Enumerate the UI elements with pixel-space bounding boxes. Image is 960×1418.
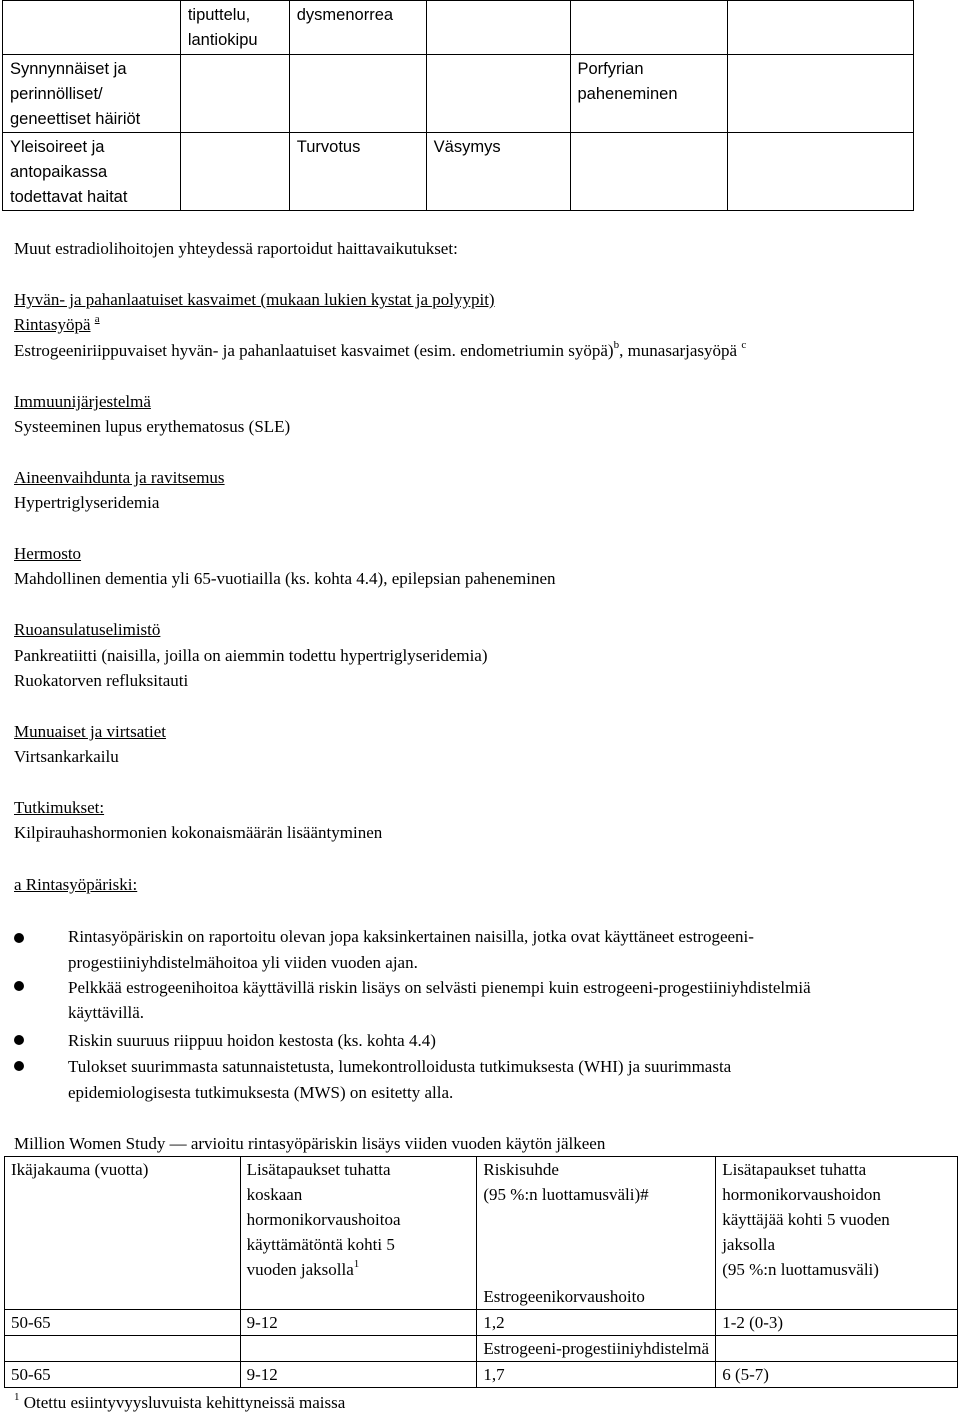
- section-heading: Aineenvaihdunta ja ravitsemus: [14, 468, 225, 487]
- table-cell: 6 (5-7): [716, 1362, 958, 1388]
- section-heading: Munuaiset ja virtsatiet: [14, 722, 167, 741]
- table-cell: 50-65: [5, 1310, 241, 1336]
- table-cell: [426, 1, 570, 55]
- bullet-text: epidemiologisesta tutkimuksesta (MWS) on esitetty alla.: [68, 1083, 454, 1102]
- list-item: Ruokatorven refluksitauti: [14, 671, 189, 690]
- table-cell: [180, 55, 289, 133]
- table-cell: [570, 1, 728, 55]
- bullet-icon: [14, 1061, 24, 1071]
- bullet-text: Pelkkää estrogeenihoitoa käyttävillä riskin lisäys on selvästi pienempi kuin estrogeeni-progestiiniyhdistelmiä: [68, 978, 811, 997]
- bullet-text: Riskin suuruus riippuu hoidon kestosta (ks. kohta 4.4): [68, 1031, 436, 1050]
- header-cell: [240, 1157, 477, 1310]
- section-heading: Immuunijärjestelmä: [14, 392, 151, 411]
- footnote-mark: b: [613, 339, 620, 351]
- table-cell: [716, 1336, 958, 1362]
- table-cell: [728, 133, 914, 211]
- bullet-icon: [14, 981, 24, 991]
- table-cell: [728, 1, 914, 55]
- bullet-text: progestiiniyhdistelmähoitoa yli viiden vuoden ajan.: [68, 953, 418, 972]
- section-heading: Tutkimukset:: [14, 798, 105, 817]
- table-cell: tiputtelu, lantiokipu: [180, 1, 289, 55]
- bullet-icon: [14, 933, 24, 943]
- list-item: Pankreatiitti (naisilla, joilla on aiemmin todettu hypertriglyseridemia): [14, 646, 488, 665]
- table-cell: 1-2 (0-3): [716, 1310, 958, 1336]
- section-heading: Hermosto: [14, 544, 82, 563]
- group-label: Estrogeeni-progestiiniyhdistelmä: [477, 1336, 716, 1362]
- category-cell: Yleisoireet ja antopaikassa todettavat haitat: [3, 133, 181, 211]
- mws-table: [4, 1156, 958, 1388]
- list-item-text: , munasarjasyöpä: [619, 341, 738, 360]
- section-heading: Ruoansulatuselimistö: [14, 620, 161, 639]
- adverse-effects-table-continuation: [2, 0, 914, 211]
- list-item: [14, 312, 100, 337]
- table-cell: [180, 133, 289, 211]
- group-label: Estrogeenikorvaushoito: [477, 1284, 716, 1310]
- list-item: Hypertriglyseridemia: [14, 493, 160, 512]
- list-item: Kilpirauhashormonien kokonaismäärän lisääntyminen: [14, 823, 383, 842]
- category-cell: Synnynnäiset ja perinnölliset/ geneettiset häiriöt: [3, 55, 181, 133]
- footnote: [14, 1390, 345, 1415]
- header-text: Lisätapaukset tuhatta koskaan hormonikorvaushoitoa käyttämätöntä kohti 5 vuoden jaksolla: [246, 1160, 401, 1279]
- table-cell: [5, 1336, 241, 1362]
- table-cell: Porfyrian paheneminen: [570, 55, 728, 133]
- table-cell: [3, 1, 181, 55]
- bullet-text: Tulokset suurimmasta satunnaistetusta, lumekontrolloidusta tutkimuksesta (WHI) ja suurimmasta: [68, 1057, 732, 1076]
- table-cell: [240, 1336, 477, 1362]
- table-cell: [289, 55, 426, 133]
- list-item-text: Estrogeeniriippuvaiset hyvän- ja pahanlaatuiset kasvaimet (esim. endometriumin syöpä): [14, 341, 614, 360]
- list-item: [14, 338, 746, 363]
- intro-text: Muut estradiolihoitojen yhteydessä raportoidut haittavaikutukset:: [14, 239, 458, 258]
- list-item: Systeeminen lupus erythematosus (SLE): [14, 417, 291, 436]
- table-cell: [728, 55, 914, 133]
- header-cell: Lisätapaukset tuhatta hormonikorvaushoidon käyttäjää kohti 5 vuoden jaksolla (95 %:n luottamusväli): [716, 1157, 958, 1310]
- table-cell: 9-12: [240, 1362, 477, 1388]
- header-cell: Riskisuhde (95 %:n luottamusväli)#: [477, 1157, 716, 1284]
- footnote-mark: 1: [353, 1258, 360, 1270]
- list-item: Mahdollinen dementia yli 65-vuotiailla (ks. kohta 4.4), epilepsian paheneminen: [14, 569, 556, 588]
- table-cell: 50-65: [5, 1362, 241, 1388]
- table-cell: dysmenorrea: [289, 1, 426, 55]
- table-title: Million Women Study — arvioitu rintasyöpäriskin lisäys viiden vuoden käytön jälkeen: [14, 1134, 606, 1153]
- table-cell: [570, 133, 728, 211]
- table-cell: Väsymys: [426, 133, 570, 211]
- table-cell: 1,2: [477, 1310, 716, 1336]
- table-cell: Turvotus: [289, 133, 426, 211]
- bullet-text: Rintasyöpäriskin on raportoitu olevan jopa kaksinkertainen naisilla, jotka ovat käyttäneet estrogeeni-: [68, 927, 754, 946]
- footnote-mark: 1: [14, 1391, 20, 1403]
- header-cell: Ikäjakauma (vuotta): [5, 1157, 241, 1310]
- table-cell: 9-12: [240, 1310, 477, 1336]
- table-cell: 1,7: [477, 1362, 716, 1388]
- list-item: Virtsankarkailu: [14, 747, 119, 766]
- footnote-text: Otettu esiintyvyysluvuista kehittyneissä maissa: [23, 1393, 346, 1412]
- risk-heading: a Rintasyöpäriski:: [14, 875, 138, 894]
- table-cell: [426, 55, 570, 133]
- section-heading: Hyvän- ja pahanlaatuiset kasvaimet (mukaan lukien kystat ja polyypit): [14, 290, 495, 309]
- footnote-mark: c: [741, 339, 747, 351]
- list-item-text: Rintasyöpä: [14, 315, 91, 334]
- footnote-mark: a: [94, 313, 100, 325]
- bullet-text: käyttävillä.: [68, 1003, 145, 1022]
- bullet-icon: [14, 1035, 24, 1045]
